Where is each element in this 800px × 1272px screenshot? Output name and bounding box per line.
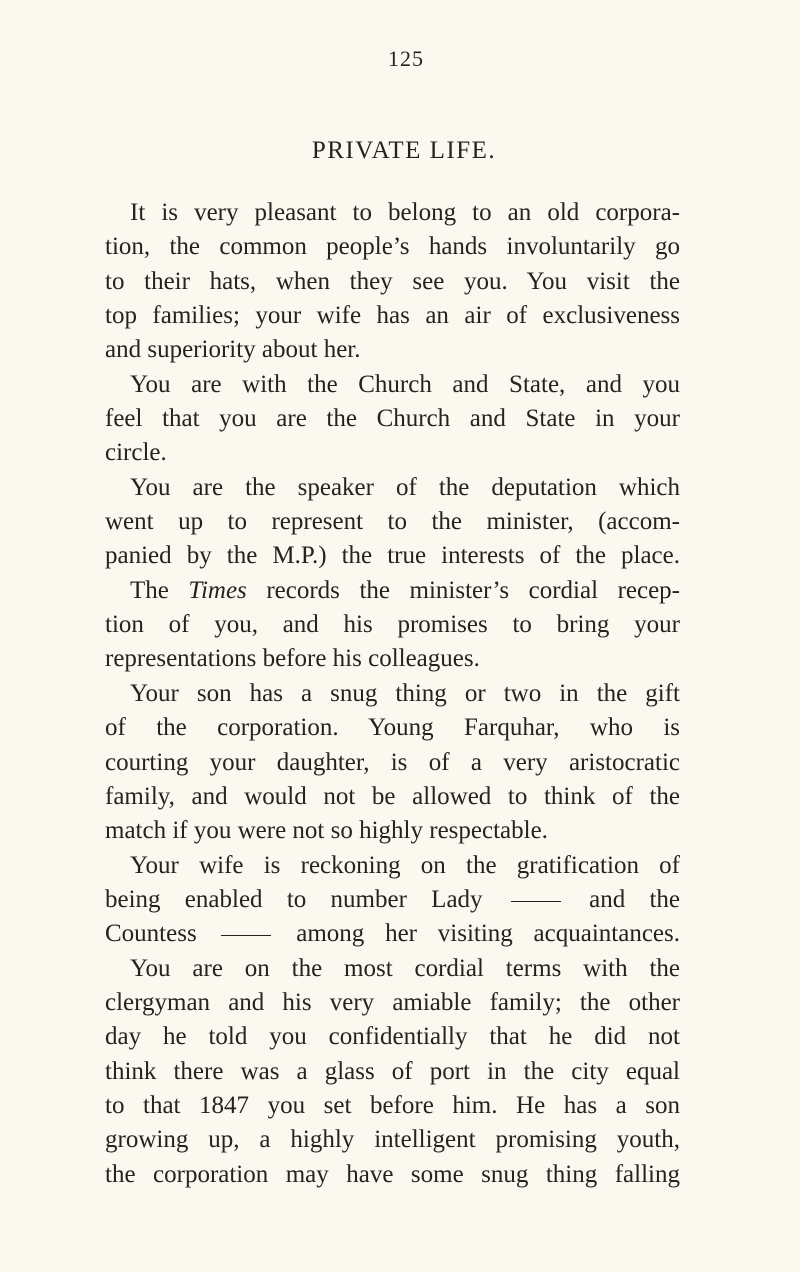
text-fragment: records the minister’s cordial recep-	[266, 576, 681, 604]
text-line: the corporation may have some snug thing falling	[105, 1160, 680, 1188]
text-line: top families; your wife has an air of exclusiveness	[105, 302, 680, 330]
text-line: clergyman and his very amiable family; the other	[105, 988, 680, 1016]
text-line: went up to represent to the minister, (accom-	[105, 508, 680, 536]
text-line: courting your daughter, is of a very aristocratic	[105, 748, 680, 776]
text-line: think there was a glass of port in the city equal	[105, 1057, 680, 1085]
text-line: and superiority about her.	[105, 336, 361, 364]
text-line: feel that you are the Church and State in your	[105, 405, 680, 433]
body-text	[105, 196, 680, 1192]
text-line: You are with the Church and State, and you	[130, 370, 680, 398]
text-fragment: Countess	[105, 920, 197, 948]
text-line: of the corporation. Young Farquhar, who is	[105, 714, 680, 742]
text-fragment: and the	[589, 885, 681, 913]
text-line: It is very pleasant to belong to an old corpora-	[130, 199, 680, 226]
text-line	[105, 917, 680, 951]
text-line	[105, 574, 680, 608]
text-line: to their hats, when they see you. You visit the	[105, 267, 680, 295]
text-line: Your wife is reckoning on the gratification of	[130, 851, 680, 879]
text-line: You are the speaker of the deputation which	[130, 473, 680, 501]
text-line: panied by the M.P.) the true interests of the place.	[105, 542, 680, 570]
text-fragment: The	[130, 576, 169, 604]
text-line: representations before his colleagues.	[105, 645, 480, 673]
text-line: tion, the common people’s hands involuntarily go	[105, 233, 680, 261]
text-line: growing up, a highly intelligent promising youth,	[105, 1126, 680, 1154]
text-line: Your son has a snug thing or two in the gift	[130, 679, 680, 707]
text-line: family, and would not be allowed to think of the	[105, 782, 680, 810]
text-line: match if you were not so highly respectable.	[105, 817, 548, 845]
em-dash-rule	[221, 935, 271, 936]
text-fragment: among her visiting acquaintances.	[296, 920, 680, 948]
text-line	[105, 883, 680, 917]
text-line: circle.	[105, 439, 167, 467]
text-fragment: being enabled to number Lady	[105, 885, 483, 913]
em-dash-rule	[511, 901, 561, 902]
chapter-title: PRIVATE LIFE.	[311, 137, 497, 164]
text-line: day he told you confidentially that he did not	[105, 1023, 680, 1051]
newspaper-title: Times	[188, 576, 247, 604]
text-line: tion of you, and his promises to bring your	[105, 611, 680, 639]
text-line: You are on the most cordial terms with the	[130, 954, 680, 982]
text-line: to that 1847 you set before him. He has a son	[105, 1091, 680, 1119]
page-number: 125	[388, 46, 424, 71]
